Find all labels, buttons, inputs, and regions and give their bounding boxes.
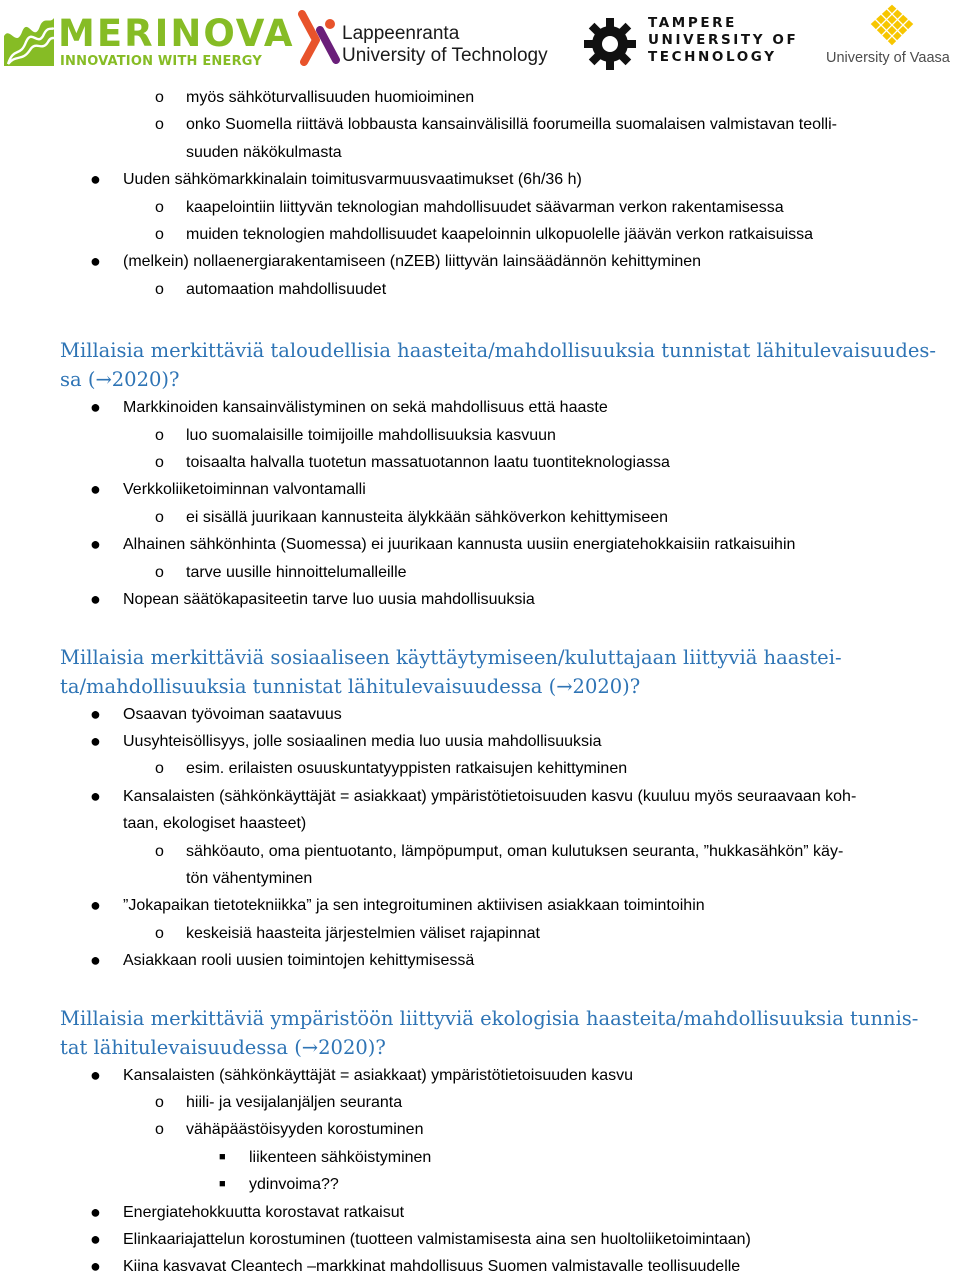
bullet-icon: ● (90, 785, 101, 806)
list-item-text: ei sisällä juurikaan kannusteita älykkään sähköverkon kehittymiseen (186, 508, 669, 526)
section-heading: tat lähitulevaisuudessa (→2020)? (60, 1035, 386, 1059)
list-item-level-1 (0, 728, 960, 755)
open-circle-bullet-icon: o (155, 1093, 164, 1111)
list-item-text: kaapelointiin liittyvän teknologian mahdollisuudet säävarman verkon rakentamisessa (186, 198, 784, 216)
list-item-text: muiden teknologien mahdollisuudet kaapeloinnin ulkopuolelle jäävän verkon ratkaisuissa (186, 226, 814, 244)
list-item-text: hiili- ja vesijalanjäljen seuranta (186, 1093, 403, 1111)
list-item-text: Verkkoliiketoiminnan valvontamalli (123, 481, 366, 499)
list-item-text: Uusyhteisöllisyys, jolle sosiaalinen media luo uusia mahdollisuuksia (123, 732, 602, 750)
bullet-icon: ● (90, 589, 101, 610)
merinova-wordmark: MERINOVA (58, 12, 295, 55)
list-item-level-1 (0, 892, 960, 919)
list-item-text: tarve uusille hinnoittelumalleille (186, 563, 407, 581)
list-item-text: vähäpäästöisyyden korostuminen (186, 1121, 424, 1139)
list-item-text: Uuden sähkömarkkinalain toimitusvarmuusvaatimukset (6h/36 h) (123, 171, 582, 189)
open-circle-bullet-icon: o (155, 760, 164, 778)
list-item-level-1 (0, 783, 960, 810)
open-circle-bullet-icon: o (155, 198, 164, 216)
lut-line1: Lappeenranta (342, 23, 460, 44)
open-circle-bullet-icon: o (155, 89, 164, 106)
section-heading: Millaisia merkittäviä ympäristöön liittyviä ekologisia haasteita/mahdollisuuksia tunnis- (60, 1006, 919, 1030)
list-item-level-3 (0, 1171, 960, 1198)
tut-line1: TAMPERE (648, 15, 737, 31)
list-item-level-2 (0, 221, 960, 248)
open-circle-bullet-icon: o (155, 842, 164, 860)
list-item-text: automaation mahdollisuudet (186, 280, 387, 298)
bullet-icon: ● (90, 169, 101, 190)
list-item-text: tön vähentyminen (186, 869, 313, 887)
list-item-text: liikenteen sähköistyminen (249, 1148, 432, 1166)
list-item-text: toisaalta halvalla tuotetun massatuotannon laatu tuontiteknologiassa (186, 454, 670, 472)
open-circle-bullet-icon: o (155, 280, 164, 298)
open-circle-bullet-icon: o (155, 116, 164, 134)
bullet-icon: ● (90, 534, 101, 555)
list-item-text: onko Suomella riittävä lobbausta kansainvälisillä foorumeilla suomalaisen valmistavan teolli- (186, 116, 837, 134)
square-bullet-icon: ■ (219, 1150, 226, 1163)
list-item-text: Alhainen sähkönhinta (Suomessa) ei juurikaan kannusta uusiin energiatehokkaisiin ratkaisuihin (123, 536, 796, 554)
open-circle-bullet-icon: o (155, 1121, 164, 1139)
uva-wordmark: University of Vaasa (826, 50, 950, 66)
list-item-level-2 (0, 449, 960, 476)
list-item-text: Elinkaariajattelun korostuminen (tuotteen valmistamisesta aina sen huoltoliiketoimintaan) (123, 1231, 751, 1248)
merinova-tagline: INNOVATION WITH ENERGY (60, 54, 262, 69)
list-item-level-2 (0, 838, 960, 865)
list-item-text: ydinvoima?? (249, 1176, 339, 1194)
list-item-level-3 (0, 1144, 960, 1171)
section-heading: ta/mahdollisuuksia tunnistat lähitulevaisuudessa (→2020)? (60, 674, 641, 698)
list-item-level-1 (0, 810, 960, 837)
list-item-text: suuden näkökulmasta (186, 143, 342, 161)
section-gap (0, 975, 960, 1004)
tut-logo (582, 12, 799, 72)
list-item-text: Asiakkaan rooli uusien toimintojen kehittymisessä (123, 952, 475, 970)
bullet-icon: ● (90, 1064, 101, 1085)
list-item-text: Kansalaisten (sähkönkäyttäjät = asiakkaat) ympäristötietoisuuden kasvu (kuuluu myös seuraavaan koh- (123, 787, 857, 805)
list-item-level-2 (0, 504, 960, 531)
open-circle-bullet-icon: o (155, 226, 164, 244)
bullet-icon: ● (90, 479, 101, 500)
list-item-level-2 (0, 84, 960, 111)
list-item-text: esim. erilaisten osuuskuntatyyppisten ratkaisujen kehittyminen (186, 760, 628, 778)
list-item-level-1 (0, 586, 960, 613)
list-item-level-1 (0, 1253, 960, 1280)
section-heading: Millaisia merkittäviä sosiaaliseen käyttäytymiseen/kuluttajaan liittyviä haastei- (60, 645, 842, 669)
bullet-icon: ● (90, 251, 101, 272)
bullet-icon: ● (90, 397, 101, 418)
logo-header (0, 0, 960, 80)
list-item-level-1 (0, 1062, 960, 1089)
list-item-level-2 (0, 1089, 960, 1116)
open-circle-bullet-icon: o (155, 426, 164, 444)
list-item-text: Energiatehokkuutta korostavat ratkaisut (123, 1203, 405, 1221)
list-item-level-2 (0, 559, 960, 586)
section-heading: sa (→2020)? (60, 368, 180, 392)
list-item-level-1 (0, 701, 960, 728)
open-circle-bullet-icon: o (155, 563, 164, 581)
tut-line3: TECHNOLOGY (648, 49, 777, 65)
list-item-level-2 (0, 1116, 960, 1143)
open-circle-bullet-icon: o (155, 924, 164, 942)
uva-logo (820, 2, 960, 72)
bullet-icon: ● (90, 703, 101, 724)
bullet-icon: ● (90, 1201, 101, 1222)
list-item-text: myös sähköturvallisuuden huomioiminen (186, 89, 475, 106)
list-item-text: Kiina kasvavat Cleantech –markkinat mahdollisuus Suomen valmistavalle teollisuudelle (123, 1258, 741, 1276)
bullet-icon: ● (90, 895, 101, 916)
section-gap (0, 614, 960, 643)
list-item-text: Osaavan työvoiman saatavuus (123, 705, 342, 723)
tut-line2: UNIVERSITY OF (648, 32, 799, 48)
list-item-level-1 (0, 531, 960, 558)
list-item-text: (melkein) nollaenergiarakentamiseen (nZEB) liittyvän lainsäädännön kehittyminen (123, 253, 702, 271)
list-item-text: taan, ekologiset haasteet) (123, 815, 307, 833)
uva-diamond-icon (820, 2, 960, 50)
list-item-level-1 (0, 947, 960, 974)
list-item-text: Kansalaisten (sähkönkäyttäjät = asiakkaat) ympäristötietoisuuden kasvu (123, 1066, 634, 1084)
list-item-text: ”Jokapaikan tietotekniikka” ja sen integroituminen aktiivisen asiakkaan toimintoihin (123, 897, 705, 915)
list-item-text: sähköauto, oma pientuotanto, lämpöpumput, oman kulutuksen seuranta, ”hukkasähkön” käy- (186, 842, 844, 860)
square-bullet-icon: ■ (219, 1178, 226, 1191)
list-item-level-2 (0, 422, 960, 449)
list-item-level-1 (0, 1199, 960, 1226)
lut-wordmark (342, 23, 548, 67)
bullet-icon: ● (90, 950, 101, 971)
section-gap (0, 303, 960, 336)
open-circle-bullet-icon: o (155, 454, 164, 472)
list-item-level-1 (0, 248, 960, 275)
list-item-level-1 (0, 1226, 960, 1253)
list-item-level-2 (0, 755, 960, 782)
bullet-icon: ● (90, 730, 101, 751)
list-item-text: keskeisiä haasteita järjestelmien väliset rajapinnat (186, 924, 540, 942)
list-item-level-2 (0, 920, 960, 947)
open-circle-bullet-icon: o (155, 508, 164, 526)
list-item-text: Nopean säätökapasiteetin tarve luo uusia mahdollisuuksia (123, 591, 535, 609)
lut-logo (296, 10, 548, 70)
list-item-level-1 (0, 394, 960, 421)
list-item-level-2 (0, 111, 960, 138)
merinova-wave-icon (0, 8, 58, 72)
list-item-level-2 (0, 139, 960, 166)
document-body (0, 84, 960, 1281)
tut-wordmark (648, 15, 798, 66)
merinova-logo (0, 8, 295, 72)
list-item-text: Markkinoiden kansainvälistyminen on sekä mahdollisuus että haaste (123, 399, 608, 417)
bullet-icon: ● (90, 1229, 101, 1249)
lut-line2: University of Technology (342, 45, 548, 66)
list-item-level-2 (0, 194, 960, 221)
section-heading: Millaisia merkittäviä taloudellisia haasteita/mahdollisuuksia tunnistat lähitulevaisuudes- (60, 339, 936, 363)
bullet-icon: ● (90, 1256, 101, 1277)
list-item-level-2 (0, 276, 960, 303)
list-item-level-2 (0, 865, 960, 892)
list-item-level-1 (0, 476, 960, 503)
list-item-level-1 (0, 166, 960, 193)
list-item-text: luo suomalaisille toimijoille mahdollisuuksia kasvuun (186, 426, 556, 444)
tut-gear-icon (582, 16, 638, 72)
lut-symbol-icon (296, 10, 340, 66)
